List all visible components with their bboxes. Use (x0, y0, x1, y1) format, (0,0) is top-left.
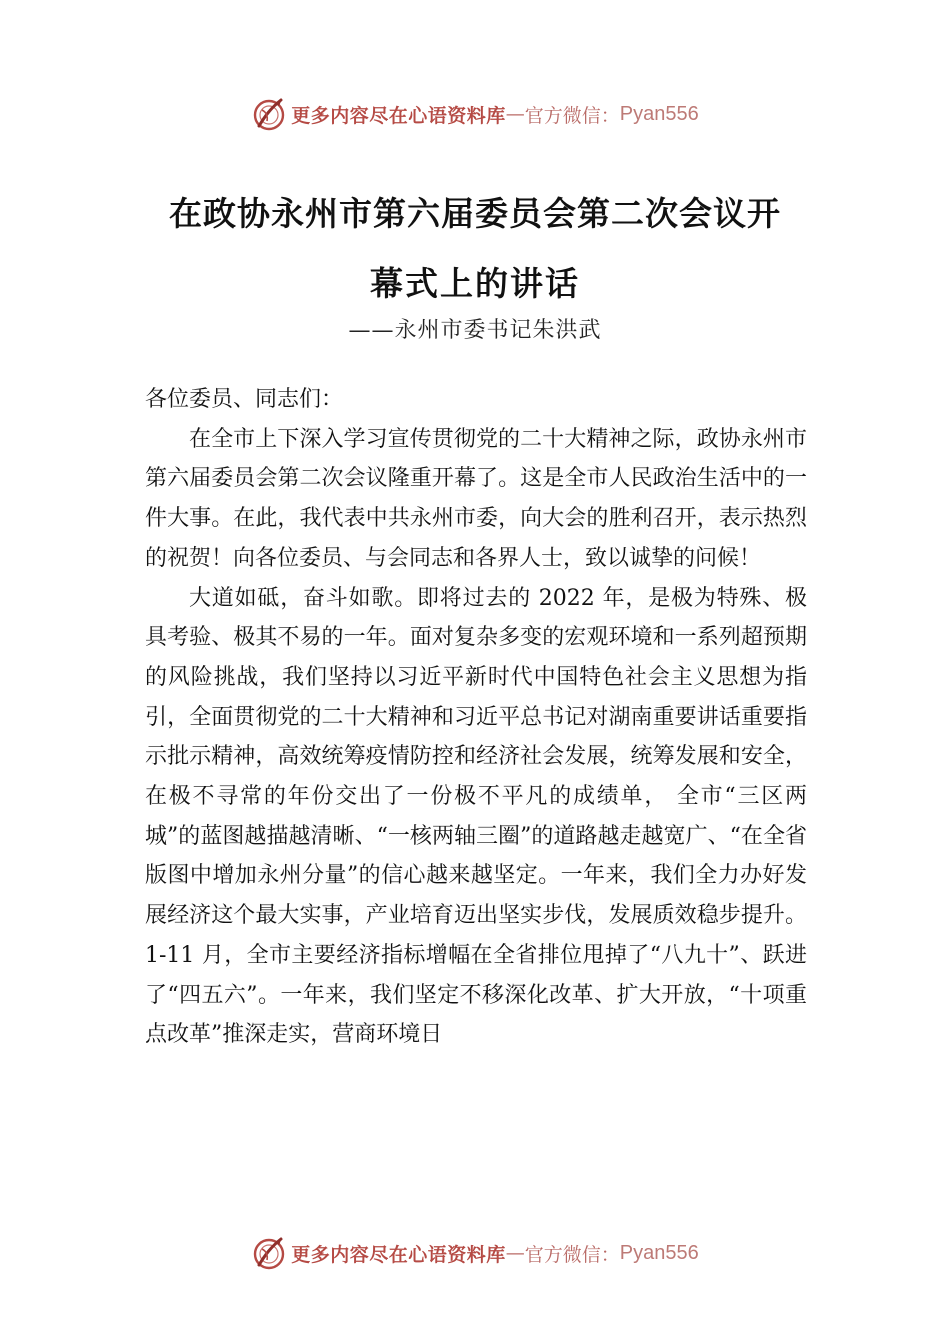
footer-watermark-banner (0, 1233, 950, 1273)
banner-separator: — (505, 103, 525, 125)
banner-wechat-label: 官方微信： (524, 104, 620, 127)
banner-separator: — (505, 1242, 525, 1264)
body-paragraph: 大道如砥，奋斗如歌。即将过去的 2022 年，是极为特殊、极具考验、极其不易的一年。面对复杂多变的宏观环境和一系列超预期的风险挑战，我们坚持以习近平新时代中国特色社会主义思想为指引，全面贯彻党的二十大精神和习近平总书记对湖南重要讲话重要指示批示精神，高效统筹疫情防控和经济社会发展，统筹发展和安全，在极不寻常的年份交出了一份极不平凡的成绩单， 全市“三区两城”的蓝图越描越清晰、“一核两轴三圈”的道路越走越宽广、“在全省版图中增加永州分量”的信心越来越坚定。一年来，我们全力办好发展经济这个最大实事，产业培育迈出坚实步伐，发展质效稳步提升。1-11 月，全市主要经济指标增幅在全省排位甩掉了“八九十”、跃进了“四五六”。一年来，我们坚定不移深化改革、扩大开放，“十项重点改革”推深走实，营商环境日 (145, 585, 807, 1048)
document-subtitle-speaker: ——永州市委书记朱洪武 (348, 318, 602, 343)
banner-wechat-account: Pyan556 (619, 102, 699, 125)
banner-brand-text: 更多内容尽在心语资料库 (291, 1243, 506, 1266)
banner-wechat-account: Pyan556 (619, 1241, 699, 1264)
document-title-line-1: 在政协永州市第六届委员会第二次会议开 (169, 194, 781, 233)
header-watermark-banner (0, 94, 950, 134)
quill-logo-icon (251, 1235, 287, 1271)
salutation: 各位委员、同志们： (145, 387, 344, 412)
banner-brand-text: 更多内容尽在心语资料库 (291, 104, 506, 127)
document-body (145, 380, 807, 1055)
body-paragraph: 在全市上下深入学习宣传贯彻党的二十大精神之际，政协永州市第六届委员会第二次会议隆重开幕了。这是全市人民政治生活中的一件大事。在此，我代表中共永州市委，向大会的胜利召开，表示热烈的祝贺！向各位委员、与会同志和各界人士，致以诚挚的问候！ (145, 426, 807, 571)
banner-wechat-label: 官方微信： (524, 1243, 620, 1266)
quill-logo-icon (251, 96, 287, 132)
document-title-line-2: 幕式上的讲话 (370, 264, 580, 303)
